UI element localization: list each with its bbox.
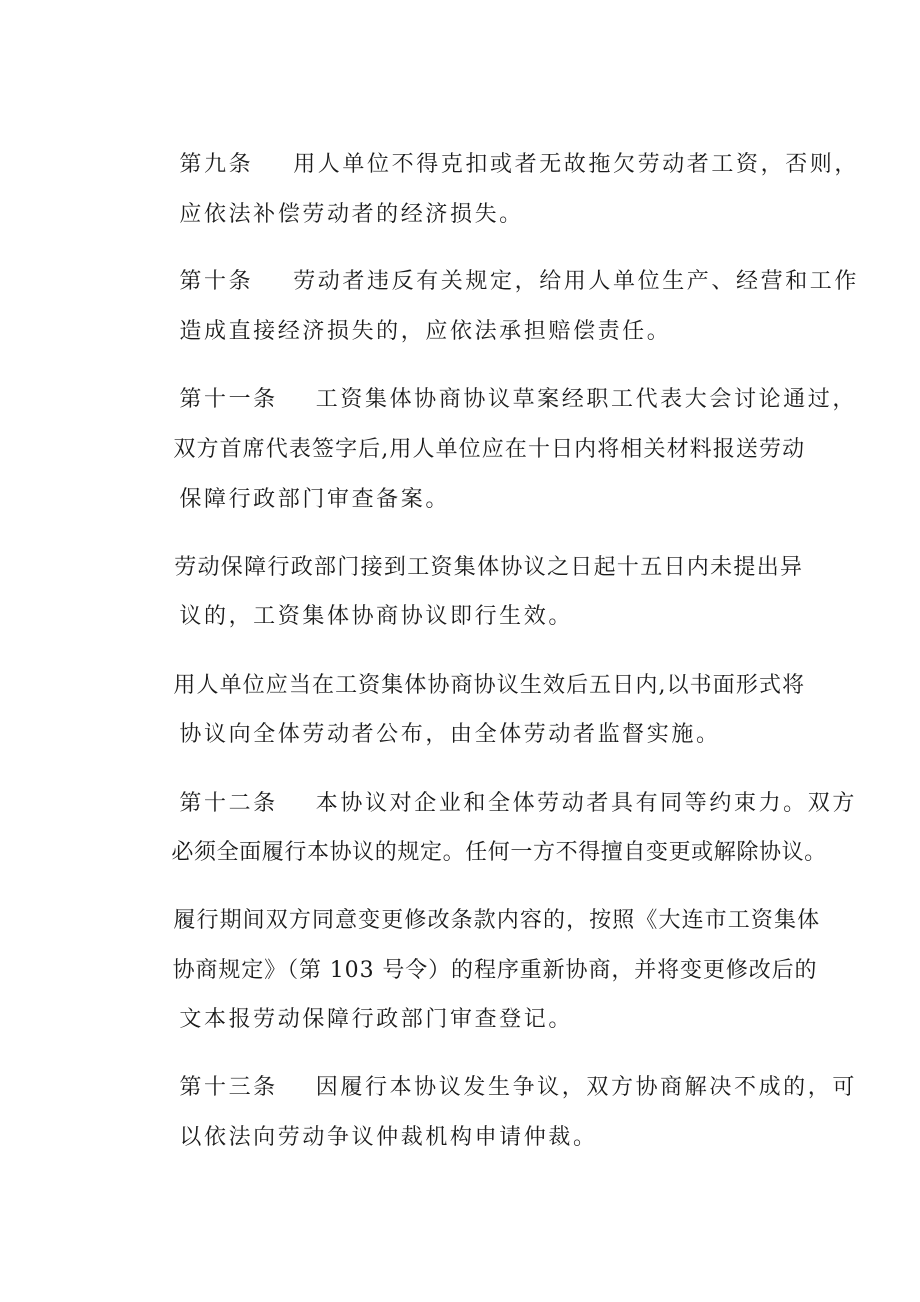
article-text: 劳动者违反有关规定，给用人单位生产、经营和工作 <box>293 269 859 294</box>
article-text: 本协议对企业和全体劳动者具有同等约束力。双方 <box>315 791 857 816</box>
article-text: 必须全面履行本协议的规定。任何一方不得擅自变更或解除协议。 <box>171 840 827 865</box>
paragraph-text: 协议向全体劳动者公布，由全体劳动者监督实施。 <box>179 722 721 747</box>
article-text: 造成直接经济损失的，应依法承担赔偿责任。 <box>179 319 672 344</box>
article-label: 第九条 <box>179 152 254 177</box>
article-text: 以依法向劳动争议仲裁机构申请仲裁。 <box>179 1125 598 1150</box>
article-text: 应依法补偿劳动者的经济损失。 <box>179 202 524 227</box>
article-text: 工资集体协商协议草案经职工代表大会讨论通过， <box>315 387 857 412</box>
article-text: 保障行政部门审查备案。 <box>179 487 450 512</box>
article-label: 第十条 <box>179 269 254 294</box>
paragraph-text: 用人单位应当在工资集体协商协议生效后五日内,以书面形式将 <box>173 673 806 698</box>
paragraph-text: 议的，工资集体协商协议即行生效。 <box>179 604 573 629</box>
article-label: 第十二条 <box>179 791 278 816</box>
article-label: 第十三条 <box>179 1075 278 1100</box>
paragraph-text: 劳动保障行政部门接到工资集体协议之日起十五日内未提出异 <box>174 555 804 580</box>
article-label: 第十一条 <box>179 387 278 412</box>
article-text: 用人单位不得克扣或者无故拖欠劳动者工资，否则， <box>293 152 859 177</box>
article-text: 因履行本协议发生争议，双方协商解决不成的，可 <box>315 1075 857 1100</box>
paragraph-text: 履行期间双方同意变更修改条款内容的，按照《大连市工资集体 <box>173 908 821 933</box>
article-13-line-2 <box>141 1093 598 1183</box>
article-text: 双方首席代表签字后,用人单位应在十日内将相关材料报送劳动 <box>173 437 806 462</box>
paragraph-text: 协商规定》（第 103 号令）的程序重新协商，并将变更修改后的 <box>172 958 818 983</box>
paragraph-text: 文本报劳动保障行政部门审查登记。 <box>179 1007 573 1032</box>
